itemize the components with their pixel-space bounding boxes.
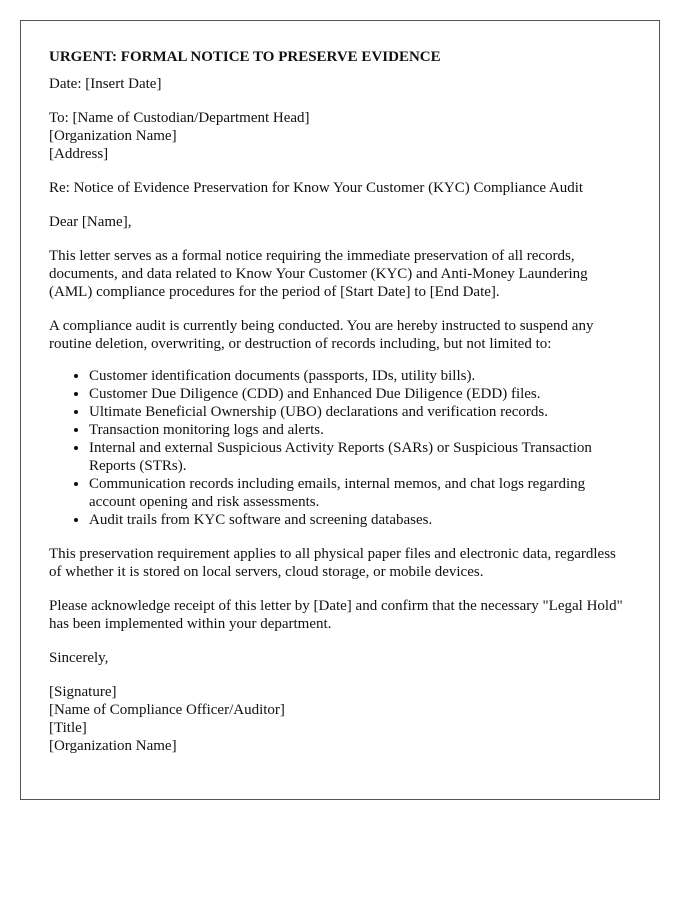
closing: Sincerely, [49,650,109,666]
salutation: Dear [Name], [49,214,132,230]
signer-title: [Title] [49,720,87,736]
re-line: Re: Notice of Evidence Preservation for Know Your Customer (KYC) Compliance Audit [49,180,584,196]
list-item: • Ultimate Beneficial Ownership (UBO) declarations and verification records. [89,403,631,421]
recipient-to-line: To: [Name of Custodian/Department Head] [49,110,310,126]
records-list [49,367,631,529]
list-item: • Audit trails from KYC software and screening databases. [89,511,631,529]
list-item: • Customer identification documents (passports, IDs, utility bills). [89,367,631,385]
recipient-address: [Address] [49,146,109,162]
list-item: • Communication records including emails, internal memos, and chat logs regarding account opening and risk assessments. [89,475,631,511]
paragraph-scope: This preservation requirement applies to all physical paper files and electronic data, regardless of whether it is stored on local servers, cloud storage, or mobile devices. [49,546,616,580]
signature-block [49,683,631,755]
list-item: • Internal and external Suspicious Activity Reports (SARs) or Suspicious Transaction Reports (STRs). [89,439,631,475]
paragraph-instruction: A compliance audit is currently being conducted. You are hereby instructed to suspend any routine deletion, overwriting, or destruction of records including, but not limited to: [49,318,594,352]
list-item: • Transaction monitoring logs and alerts. [89,421,631,439]
paragraph-purpose: This letter serves as a formal notice requiring the immediate preservation of all records, documents, and data related to Know Your Customer (KYC) and Anti-Money Laundering (AML) compliance procedures for the period of [Start Date] to [End Date]. [49,248,588,300]
recipient-organization: [Organization Name] [49,128,177,144]
paragraph-acknowledgement: Please acknowledge receipt of this letter by [Date] and confirm that the necessary "Legal Hold" has been implemented within your department. [49,598,623,632]
signer-name: [Name of Compliance Officer/Auditor] [49,702,285,718]
signer-organization: [Organization Name] [49,738,177,754]
letter-page [20,20,660,800]
list-item: • Customer Due Diligence (CDD) and Enhanced Due Diligence (EDD) files. [89,385,631,403]
signature-line: [Signature] [49,684,117,700]
letter-title: URGENT: FORMAL NOTICE TO PRESERVE EVIDENCE [49,49,441,65]
recipient-block [49,109,631,163]
date-line: Date: [Insert Date] [49,76,162,92]
